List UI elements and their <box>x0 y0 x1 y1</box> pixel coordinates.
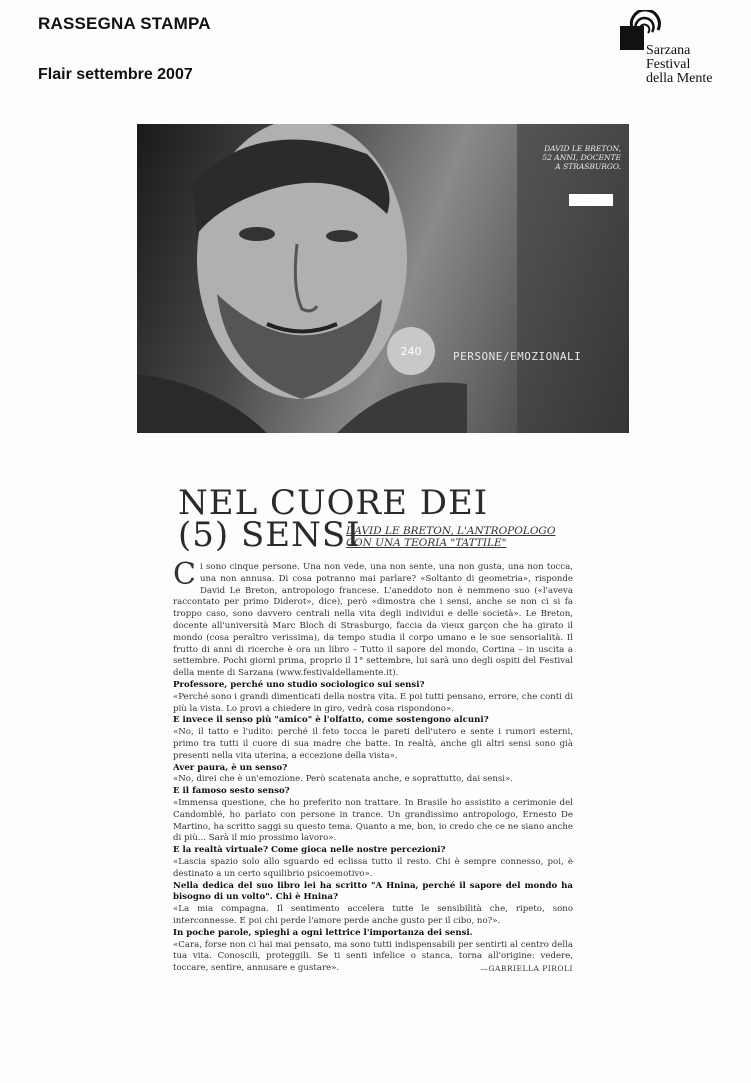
caption-label-box <box>569 194 613 206</box>
article-body <box>173 557 573 975</box>
question-5: E la realtà virtuale? Come gioca nelle nostre percezioni? <box>173 845 446 856</box>
answer-2: «No, il tatto e l'udito: perché il feto tocca le pareti dell'utero e sente i rumori esterni, primo tra tutti il cuore di sua madre che batte. In realtà, anche gli altri sensi sono già presenti nella vita uterina, a eccezione della vista». <box>173 727 573 761</box>
answer-5: «Lascia spazio solo allo sguardo ed eclissa tutto il resto. Chi è sempre connesso, poi, è destinato a un certo squilibrio psicoemotivo». <box>173 856 573 879</box>
page-number-badge: 240 <box>387 327 435 375</box>
kicker-line-2: CON UNA TEORIA "TATTILE" <box>346 537 507 549</box>
logo-line-2: Festival <box>646 57 691 72</box>
intro-paragraph <box>173 557 573 680</box>
kicker-line-1: DAVID LE BRETON, L'ANTROPOLOGO <box>346 525 556 537</box>
section-label: PERSONE/EMOZIONALI <box>453 350 582 363</box>
headline-line-1: NEL CUORE DEI <box>178 483 489 523</box>
answer-6: «La mia compagna. Il sentimento accelera tutte le sensibilità che, ripeto, sono interconnesse. E poi chi perde l'amore perde anche gusto per il cibo, no?». <box>173 904 573 926</box>
publication-date: Flair settembre 2007 <box>38 66 193 83</box>
drop-cap: C <box>173 557 196 592</box>
kicker <box>346 525 555 549</box>
question-4: E il famoso sesto senso? <box>173 786 290 797</box>
question-1: Professore, perché uno studio sociologico sui sensi? <box>173 679 425 690</box>
question-6: Nella dedica del suo libro lei ha scritto "A Hnina, perché il sapore del mondo ha bisogno di un volto". Chi è Hnina? <box>173 880 573 903</box>
headline-line-2: (5) SENSI <box>178 515 361 555</box>
answer-1: «Perché sono i grandi dimenticati della nostra vita. E poi tutti pensano, errore, che conti di più la vista. Lo provi a chiedere in giro, vedrà cosa rispondono». <box>173 691 573 714</box>
logo-line-1: Sarzana <box>646 43 691 58</box>
festival-logo <box>616 8 726 88</box>
festival-logo-text <box>646 44 712 86</box>
answer-7: «Cara, forse non ci hai mai pensato, ma sono tutti indispensabili per sentirti al centro della tua vita. Conoscili, proteggili. Se ti senti infelice o stanca, torna all'origine: vedere, toccare, sentire, annusare e gustare». <box>173 939 573 974</box>
portrait-photo <box>137 124 629 433</box>
question-2: E invece il senso più "amico" è l'olfatto, come sostengono alcuni? <box>173 715 489 726</box>
answer-4: «Immensa questione, che ho preferito non trattare. In Brasile ho assistito a cerimonie del Candomblé, ho parlato con persone in trance. Un grandissimo antropologo, Ernesto De Martino, ha scritto saggi su questo tema. Quanto a me, bon, io credo che ce ne siano anche di più... Sarà il mio prossimo lavoro». <box>173 797 573 844</box>
question-3: Aver paura, è un senso? <box>173 762 288 773</box>
author-byline: —GABRIELLA PIROLI <box>480 963 573 973</box>
answer-3: «No, direi che è un'emozione. Però scatenata anche, e soprattutto, dai sensi». <box>173 774 514 785</box>
photo-caption: DAVID LE BRETON, 52 ANNI, DOCENTE A STRASBURGO. <box>542 144 621 171</box>
question-7: In poche parole, spieghi a ogni lettrice l'importanza dei sensi. <box>173 927 473 938</box>
logo-line-3: della Mente <box>646 71 713 86</box>
press-review-title: RASSEGNA STAMPA <box>38 14 211 33</box>
intro-text: i sono cinque persone. Una non vede, una non sente, una non gusta, una non tocca, una non annusa. Di cosa potranno mai parlare? «Soltanto di geometria», risponde David Le Breton, antropologo francese. L'aneddoto non è nemmeno suo («l'aveva raccontato per primo Diderot», dice), però «dimostra che i sensi, anche se non ci si fa troppo caso, sono davvero centrali nella vita degli individui e delle società». Le Breton, docente all'università Marc Bloch di Strasburgo, faccia da vieux garçon che ha girato il mondo (cosa peraltro verissima), da tempo studia il corpo umano e le sue sensorialità. Il frutto di anni di ricerche è ora un libro – Tutto il sapore del mondo, Cortina – in uscita a settembre. Pochi giorni prima, proprio il 1° settembre, lui sarà uno degli ospiti del Festival della mente di Sarzana (www.festivaldellamente.it). <box>173 562 573 679</box>
